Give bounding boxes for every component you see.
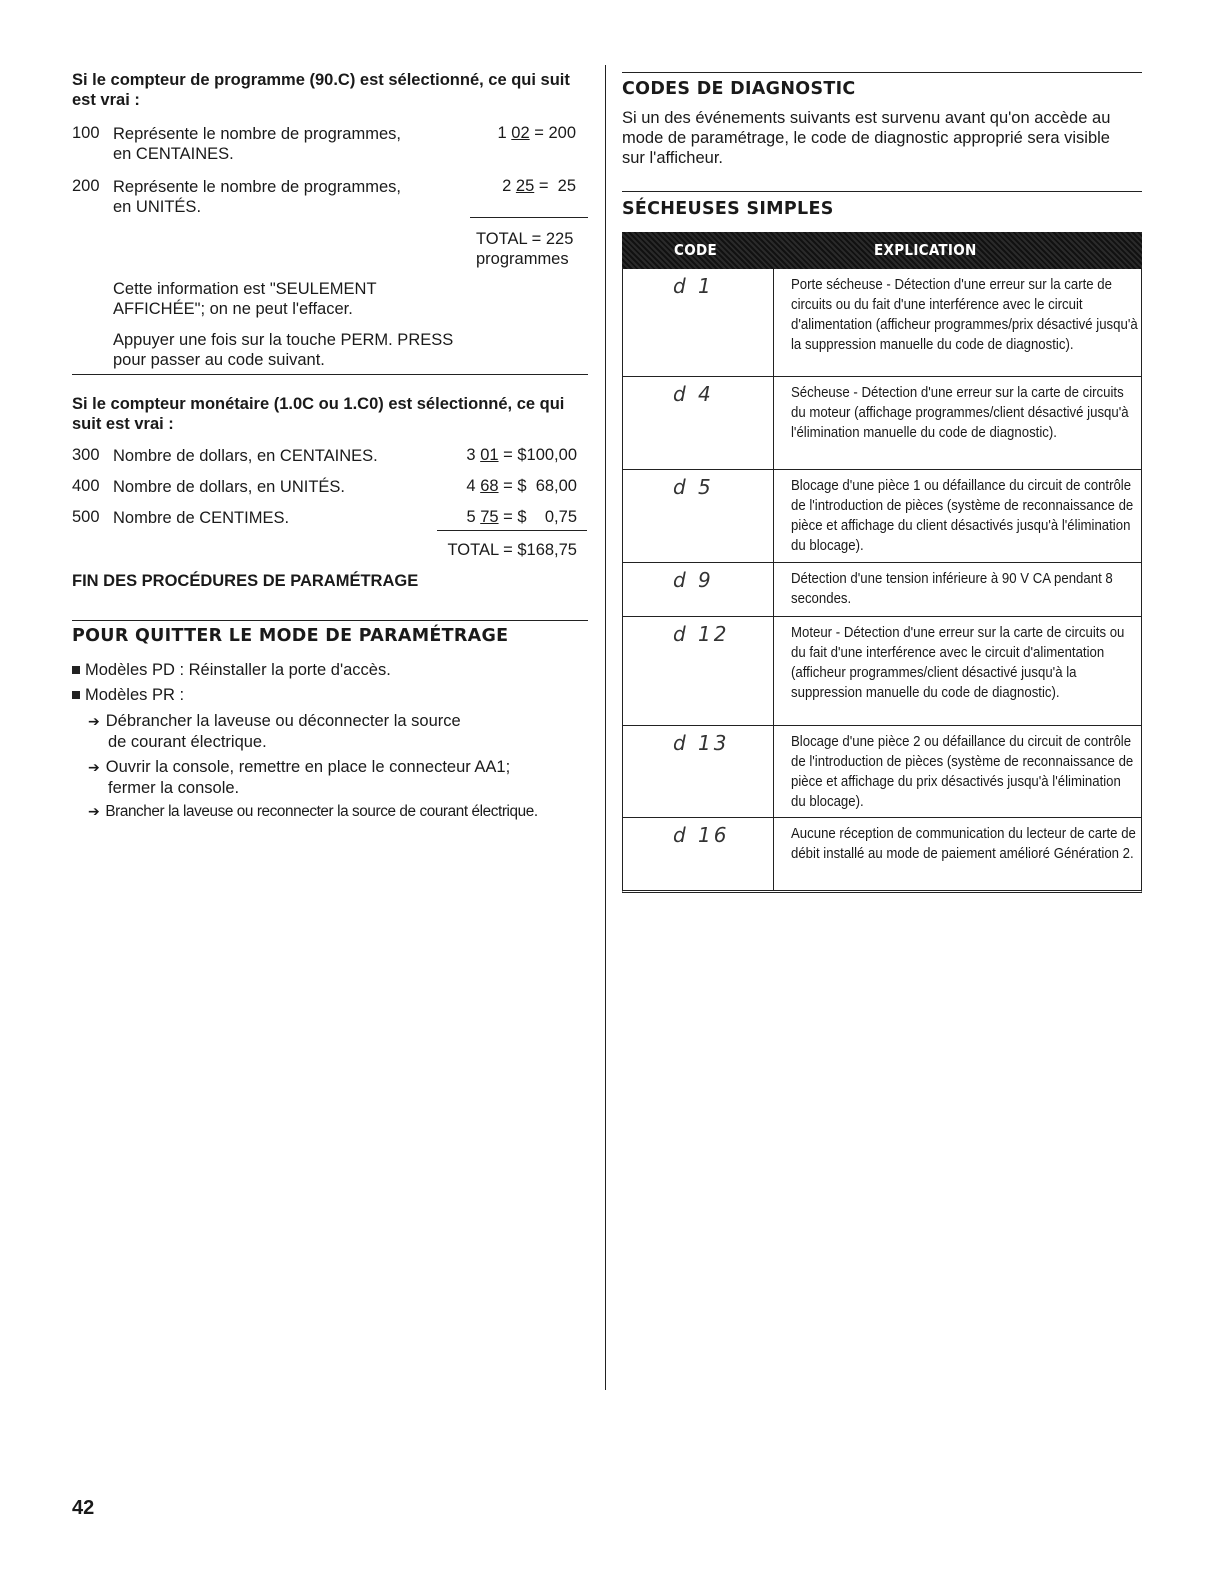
- quit-step: ➔ Débrancher la laveuse ou déconnecter la source de courant électrique.: [88, 712, 461, 751]
- row-divider: [773, 470, 774, 562]
- diagnostic-code: d 4: [673, 382, 714, 406]
- section-rule: [622, 72, 1142, 73]
- section-rule: [622, 191, 1142, 192]
- row-divider: [773, 269, 774, 376]
- quit-step: ➔ Brancher la laveuse ou reconnecter la source de courant électrique.: [88, 803, 538, 820]
- row-calculation: 3 01 = $100,00: [466, 446, 577, 464]
- table-row: [622, 726, 1142, 818]
- right-arrow-icon: ➔: [88, 804, 100, 820]
- total-line: TOTAL = 225: [476, 230, 574, 248]
- row-text-line: Représente le nombre de programmes,: [113, 125, 401, 143]
- info-note: [113, 279, 377, 319]
- intro-line: Si un des événements suivants est survenu avant qu'on accède au: [622, 109, 1111, 127]
- table-row: [622, 377, 1142, 470]
- row-number: 400: [72, 477, 100, 495]
- row-divider: [773, 818, 774, 890]
- diagnostic-code: d 5: [673, 475, 714, 499]
- table-row: [622, 818, 1142, 893]
- row-text: [113, 177, 401, 217]
- table-row: [622, 617, 1142, 726]
- row-number: 100: [72, 124, 100, 142]
- row-divider: [773, 377, 774, 469]
- sum-rule: [470, 217, 588, 218]
- row-text: Nombre de dollars, en CENTAINES.: [113, 447, 378, 465]
- diagnostic-code: d 16: [673, 823, 730, 847]
- diagnostic-code: d 1: [673, 274, 714, 298]
- row-divider: [773, 563, 774, 616]
- diagnostic-explanation: Détection d'une tension inférieure à 90 V CA pendant 8 secondes.: [791, 570, 1113, 607]
- diagnostic-code: d 12: [673, 622, 730, 646]
- row-number: 300: [72, 446, 100, 464]
- end-procedures-heading: FIN DES PROCÉDURES DE PARAMÉTRAGE: [72, 572, 419, 590]
- row-text: Nombre de dollars, en UNITÉS.: [113, 478, 346, 496]
- total-line: programmes: [476, 250, 569, 268]
- row-calculation: 2 25 = 25: [502, 177, 576, 195]
- row-number: 200: [72, 177, 100, 195]
- sum-rule: [437, 530, 587, 531]
- section-rule: [72, 374, 588, 375]
- right-arrow-icon: ➔: [88, 714, 100, 730]
- simple-dryers-title: SÉCHEUSES SIMPLES: [622, 199, 834, 219]
- quit-section-title: POUR QUITTER LE MODE DE PARAMÉTRAGE: [72, 626, 509, 646]
- table-row: [622, 269, 1142, 377]
- row-calculation: 4 68 = $ 68,00: [466, 477, 577, 495]
- row-text: [113, 124, 401, 164]
- diagnostic-explanation: Blocage d'une pièce 2 ou défaillance du circuit de contrôle de l'introduction de pièces (système de reconnaissance de pièce et affichage du prix désactivés jusqu'à l'élimination du blocage).: [791, 733, 1134, 810]
- column-header-explication: EXPLICATION: [874, 241, 977, 259]
- column-header-code: CODE: [674, 241, 717, 259]
- info-line: Cette information est "SEULEMENT: [113, 280, 377, 298]
- row-divider: [773, 617, 774, 725]
- info-line: AFFICHÉE"; on ne peut l'effacer.: [113, 300, 353, 318]
- table-row: [622, 563, 1142, 617]
- press-line: pour passer au code suivant.: [113, 351, 325, 369]
- page-number: 42: [72, 1497, 95, 1519]
- diagnostic-explanation: Porte sécheuse - Détection d'une erreur sur la carte de circuits ou du fait d'une interférence avec le circuit d'alimentation (afficheur programmes/prix désactivé jusqu'à la suppression manuelle du code de diagnostic).: [791, 276, 1138, 353]
- diagnostic-code: d 9: [673, 568, 714, 592]
- diagnostic-table: [622, 232, 1142, 893]
- row-text-line: Représente le nombre de programmes,: [113, 178, 401, 196]
- row-text: Nombre de CENTIMES.: [113, 509, 290, 527]
- row-calculation: 5 75 = $ 0,75: [466, 508, 577, 526]
- press-line: Appuyer une fois sur la touche PERM. PRESS: [113, 331, 454, 349]
- row-divider: [773, 726, 774, 817]
- diagnostic-codes-title: CODES DE DIAGNOSTIC: [622, 79, 856, 99]
- row-text-line: en UNITÉS.: [113, 198, 202, 216]
- diagnostic-explanation: Blocage d'une pièce 1 ou défaillance du circuit de contrôle de l'introduction de pièces (système de reconnaissance de pièce et affichage du client désactivés jusqu'à l'élimination du blocage).: [791, 477, 1134, 554]
- program-counter-heading: Si le compteur de programme (90.C) est sélectionné, ce qui suit est vrai :: [72, 71, 570, 109]
- row-calculation: 1 02 = 200: [497, 124, 576, 142]
- program-total: [476, 229, 573, 269]
- money-total: TOTAL = $168,75: [447, 541, 577, 559]
- square-bullet-icon: [72, 691, 80, 699]
- quit-bullet-item: Modèles PR :: [72, 685, 184, 705]
- quit-bullet-item: Modèles PD : Réinstaller la porte d'accès.: [72, 660, 391, 680]
- row-number: 500: [72, 508, 100, 526]
- diagnostic-intro: [622, 108, 1142, 168]
- diagnostic-explanation: Aucune réception de communication du lecteur de carte de débit installé au mode de paiement amélioré Génération 2.: [791, 825, 1136, 862]
- row-text-line: en CENTAINES.: [113, 145, 234, 163]
- intro-line: mode de paramétrage, le code de diagnostic approprié sera visible: [622, 129, 1110, 147]
- quit-step: ➔ Ouvrir la console, remettre en place le connecteur AA1; fermer la console.: [88, 758, 511, 797]
- square-bullet-icon: [72, 666, 80, 674]
- column-divider: [605, 65, 606, 1390]
- section-rule: [72, 620, 588, 621]
- table-row: [622, 470, 1142, 563]
- press-note: [113, 330, 453, 370]
- money-counter-heading: Si le compteur monétaire (1.0C ou 1.C0) est sélectionné, ce qui suit est vrai :: [72, 395, 565, 433]
- table-header: [622, 232, 1142, 269]
- diagnostic-explanation: Sécheuse - Détection d'une erreur sur la carte de circuits du moteur (affichage programmes/client désactivé jusqu'à l'élimination manuelle du code de diagnostic).: [791, 384, 1129, 441]
- intro-line: sur l'afficheur.: [622, 149, 723, 167]
- diagnostic-explanation: Moteur - Détection d'une erreur sur la carte de circuits ou du fait d'une interférence avec le circuit d'alimentation (afficheur programmes/client désactivé jusqu'à la suppression manuelle du code de diagnostic).: [791, 624, 1125, 701]
- diagnostic-code: d 13: [673, 731, 730, 755]
- right-arrow-icon: ➔: [88, 760, 100, 776]
